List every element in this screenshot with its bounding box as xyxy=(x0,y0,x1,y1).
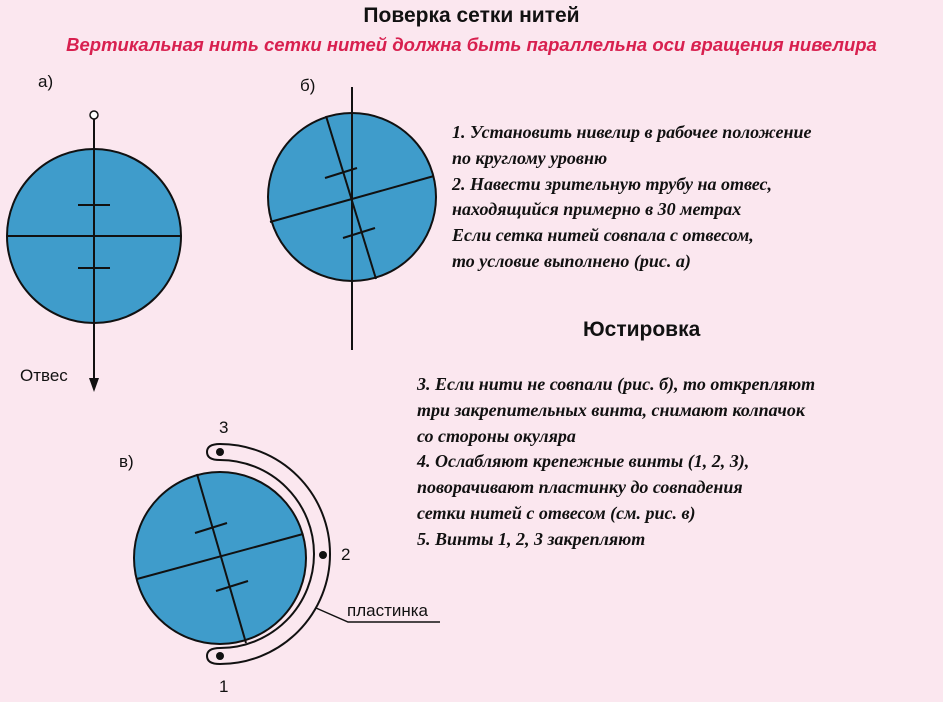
adjustment-line: 3. Если нити не совпали (рис. б), то открепляют xyxy=(417,374,816,394)
plumb-ring xyxy=(90,111,98,119)
adjustment-line: три закрепительных винта, снимают колпачок xyxy=(417,399,806,420)
adjustment-heading: Юстировка xyxy=(583,318,701,341)
screw-3 xyxy=(216,448,224,456)
adjustment-block xyxy=(417,372,815,553)
page-title: Поверка сетки нитей xyxy=(363,4,580,27)
reticle-circle-v xyxy=(134,472,306,644)
adjustment-line: 4. Ослабляют крепежные винты (1, 2, 3), xyxy=(417,451,750,472)
instruction-line: 1. Установить нивелир в рабочее положение xyxy=(452,122,812,142)
subtitle: Вертикальная нить сетки нитей должна быть параллельна оси вращения нивелира xyxy=(66,34,877,55)
adjustment-line: поворачивают пластинку до совпадения xyxy=(417,477,743,498)
figure-a xyxy=(7,111,181,392)
instruction-line: Если сетка нитей совпала с отвесом, xyxy=(452,225,754,246)
screw-label-2: 2 xyxy=(341,545,351,564)
figure-v-label: в) xyxy=(119,452,134,471)
screw-2 xyxy=(319,551,327,559)
figure-b-label: б) xyxy=(300,76,316,95)
screw-label-3: 3 xyxy=(219,418,229,437)
figure-v xyxy=(134,444,440,664)
adjustment-line: со стороны окуляра xyxy=(417,425,576,446)
plumb-label: Отвес xyxy=(20,366,68,385)
instruction-line: находящийся примерно в 30 метрах xyxy=(452,199,742,220)
adjustment-line: сетки нитей с отвесом (см. рис. в) xyxy=(417,502,696,523)
instruction-line: по круглому уровню xyxy=(452,147,608,168)
plumb-arrow-icon xyxy=(89,378,99,392)
screw-1 xyxy=(216,652,224,660)
screw-label-1: 1 xyxy=(219,677,229,696)
adjustment-line: 5. Винты 1, 2, 3 закрепляют xyxy=(417,528,646,549)
instruction-line: то условие выполнено (рис. а) xyxy=(452,250,691,271)
instruction-line: 2. Навести зрительную трубу на отвес, xyxy=(452,173,773,194)
figure-b xyxy=(268,87,436,350)
instructions-block xyxy=(452,120,812,275)
figure-a-label: а) xyxy=(38,72,54,91)
plate-label: пластинка xyxy=(347,601,429,620)
